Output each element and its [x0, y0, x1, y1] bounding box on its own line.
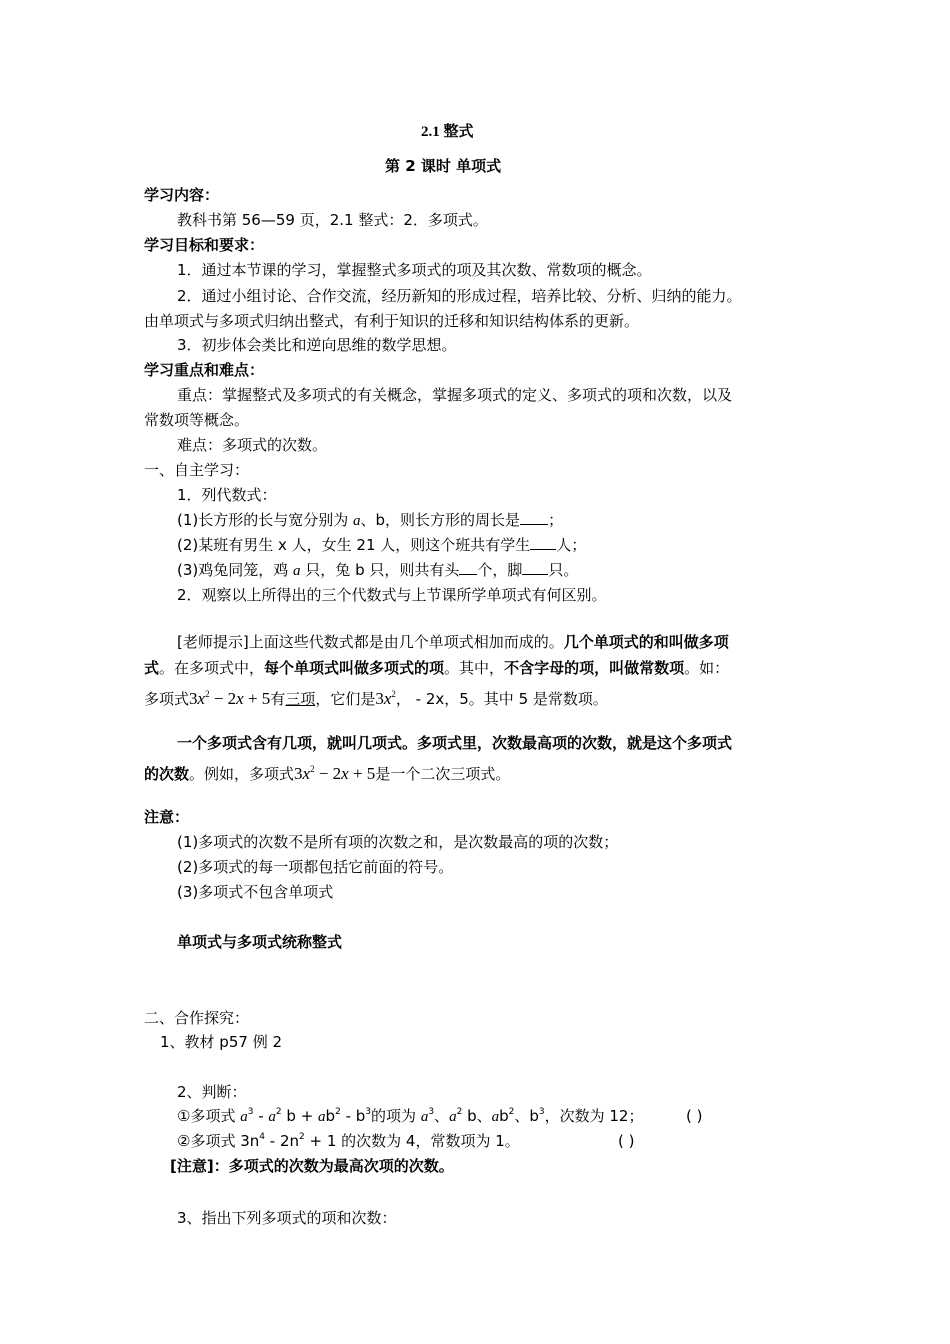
question-3: (3)鸡兔同笼，鸡 a 只，兔 b 只，则共有头 个，脚 只。: [177, 561, 579, 579]
answer-blank[interactable]: [520, 510, 548, 525]
judge-item-2: ②多项式 $3n^4 - 2n^2 + 1$ 的次数为 4，常数项为 1。: [177, 1132, 520, 1150]
key-point-a: 重点：掌握整式及多项式的有关概念，掌握多项式的定义、多项式的项和次数，以及: [177, 386, 733, 404]
question-2: (2)某班有男生 x 人，女生 21 人，则这个班共有学生 人；: [177, 536, 587, 554]
summary-statement: 单项式与多项式统称整式: [177, 933, 343, 951]
coop-example-1: 1、教材 p57 例 2: [160, 1033, 282, 1051]
self-study-heading: 一、自主学习：: [144, 461, 250, 479]
teacher-hint-line-2: 式。在多项式中，每个单项式叫做多项式的项。其中，不含字母的项，叫做常数项。如：: [144, 659, 730, 677]
answer-blank[interactable]: [530, 535, 556, 550]
question-1: (1)长方形的长与宽分别为 a、b，则长方形的周长是 ；: [177, 511, 564, 529]
coop-note: [注意]：多项式的次数为最高次项的次数。: [170, 1157, 454, 1175]
polynomial-expression: $3x^2 - 2x + 5$: [294, 764, 376, 783]
polynomial-expression: $3x^2 - 2x + 5$: [189, 689, 271, 708]
content-text: 教科书第 56—59 页，2.1 整式：2．多项式。: [177, 211, 488, 229]
goals-heading: 学习目标和要求：: [144, 236, 265, 254]
judge-heading: 2、判断：: [177, 1083, 247, 1101]
key-heading: 学习重点和难点：: [144, 361, 265, 379]
coop-heading: 二、合作探究：: [144, 1009, 250, 1027]
note-2: (2)多项式的每一项都包括它前面的符号。: [177, 858, 454, 876]
key-point-b: 常数项等概念。: [144, 411, 250, 429]
goal-3: 3．初步体会类比和逆向思维的数学思想。: [177, 336, 457, 354]
self-study-item-1: 1．列代数式：: [177, 486, 277, 504]
answer-blank[interactable]: [459, 560, 477, 575]
term-expression: $3x^2$: [375, 689, 396, 708]
difficulty: 难点：多项式的次数。: [177, 436, 328, 454]
answer-parentheses[interactable]: ( ): [618, 1132, 635, 1150]
answer-blank[interactable]: [522, 560, 548, 575]
coop-example-3: 3、指出下列多项式的项和次数：: [177, 1209, 397, 1227]
goal-1: 1．通过本节课的学习，掌握整式多项式的项及其次数、常数项的概念。: [177, 261, 652, 279]
judge-item-1: ①多项式 $a^3 - a^2$ $b + ab^2 - b^3$的项为 $a^3$、$a^2$ b、$ab^2$、$b^3$，次数为 12；: [177, 1107, 644, 1125]
note-1: (1)多项式的次数不是所有项的次数之和，是次数最高的项的次数；: [177, 833, 619, 851]
teacher-hint-line-1: [老师提示]上面这些代数式都是由几个单项式相加而成的。几个单项式的和叫做多项: [177, 633, 729, 651]
degree-definition-line-2: 的次数。例如，多项式$3x^2 - 2x + 5$是一个二次三项式。: [144, 764, 511, 783]
answer-parentheses[interactable]: ( ): [686, 1107, 703, 1125]
page-title: 2.1 整式: [421, 124, 474, 140]
lesson-subtitle: 第 2 课时 单项式: [385, 157, 502, 175]
self-study-item-2: 2．观察以上所得出的三个代数式与上节课所学单项式有何区别。: [177, 586, 607, 604]
goal-2b: 由单项式与多项式归纳出整式，有利于知识的迁移和知识结构体系的更新。: [144, 312, 640, 330]
notes-heading: 注意：: [144, 808, 190, 826]
teacher-hint-line-3: 多项式$3x^2 - 2x + 5$有三项，它们是$3x^2$， - 2x，5。其中 5 是常数项。: [144, 689, 608, 708]
goal-2a: 2．通过小组讨论、合作交流，经历新知的形成过程，培养比较、分析、归纳的能力。: [177, 287, 742, 305]
note-3: (3)多项式不包含单项式: [177, 883, 334, 901]
degree-definition-line-1: 一个多项式含有几项，就叫几项式。多项式里，次数最高项的次数，就是这个多项式: [177, 734, 733, 752]
content-heading: 学习内容：: [144, 186, 220, 204]
